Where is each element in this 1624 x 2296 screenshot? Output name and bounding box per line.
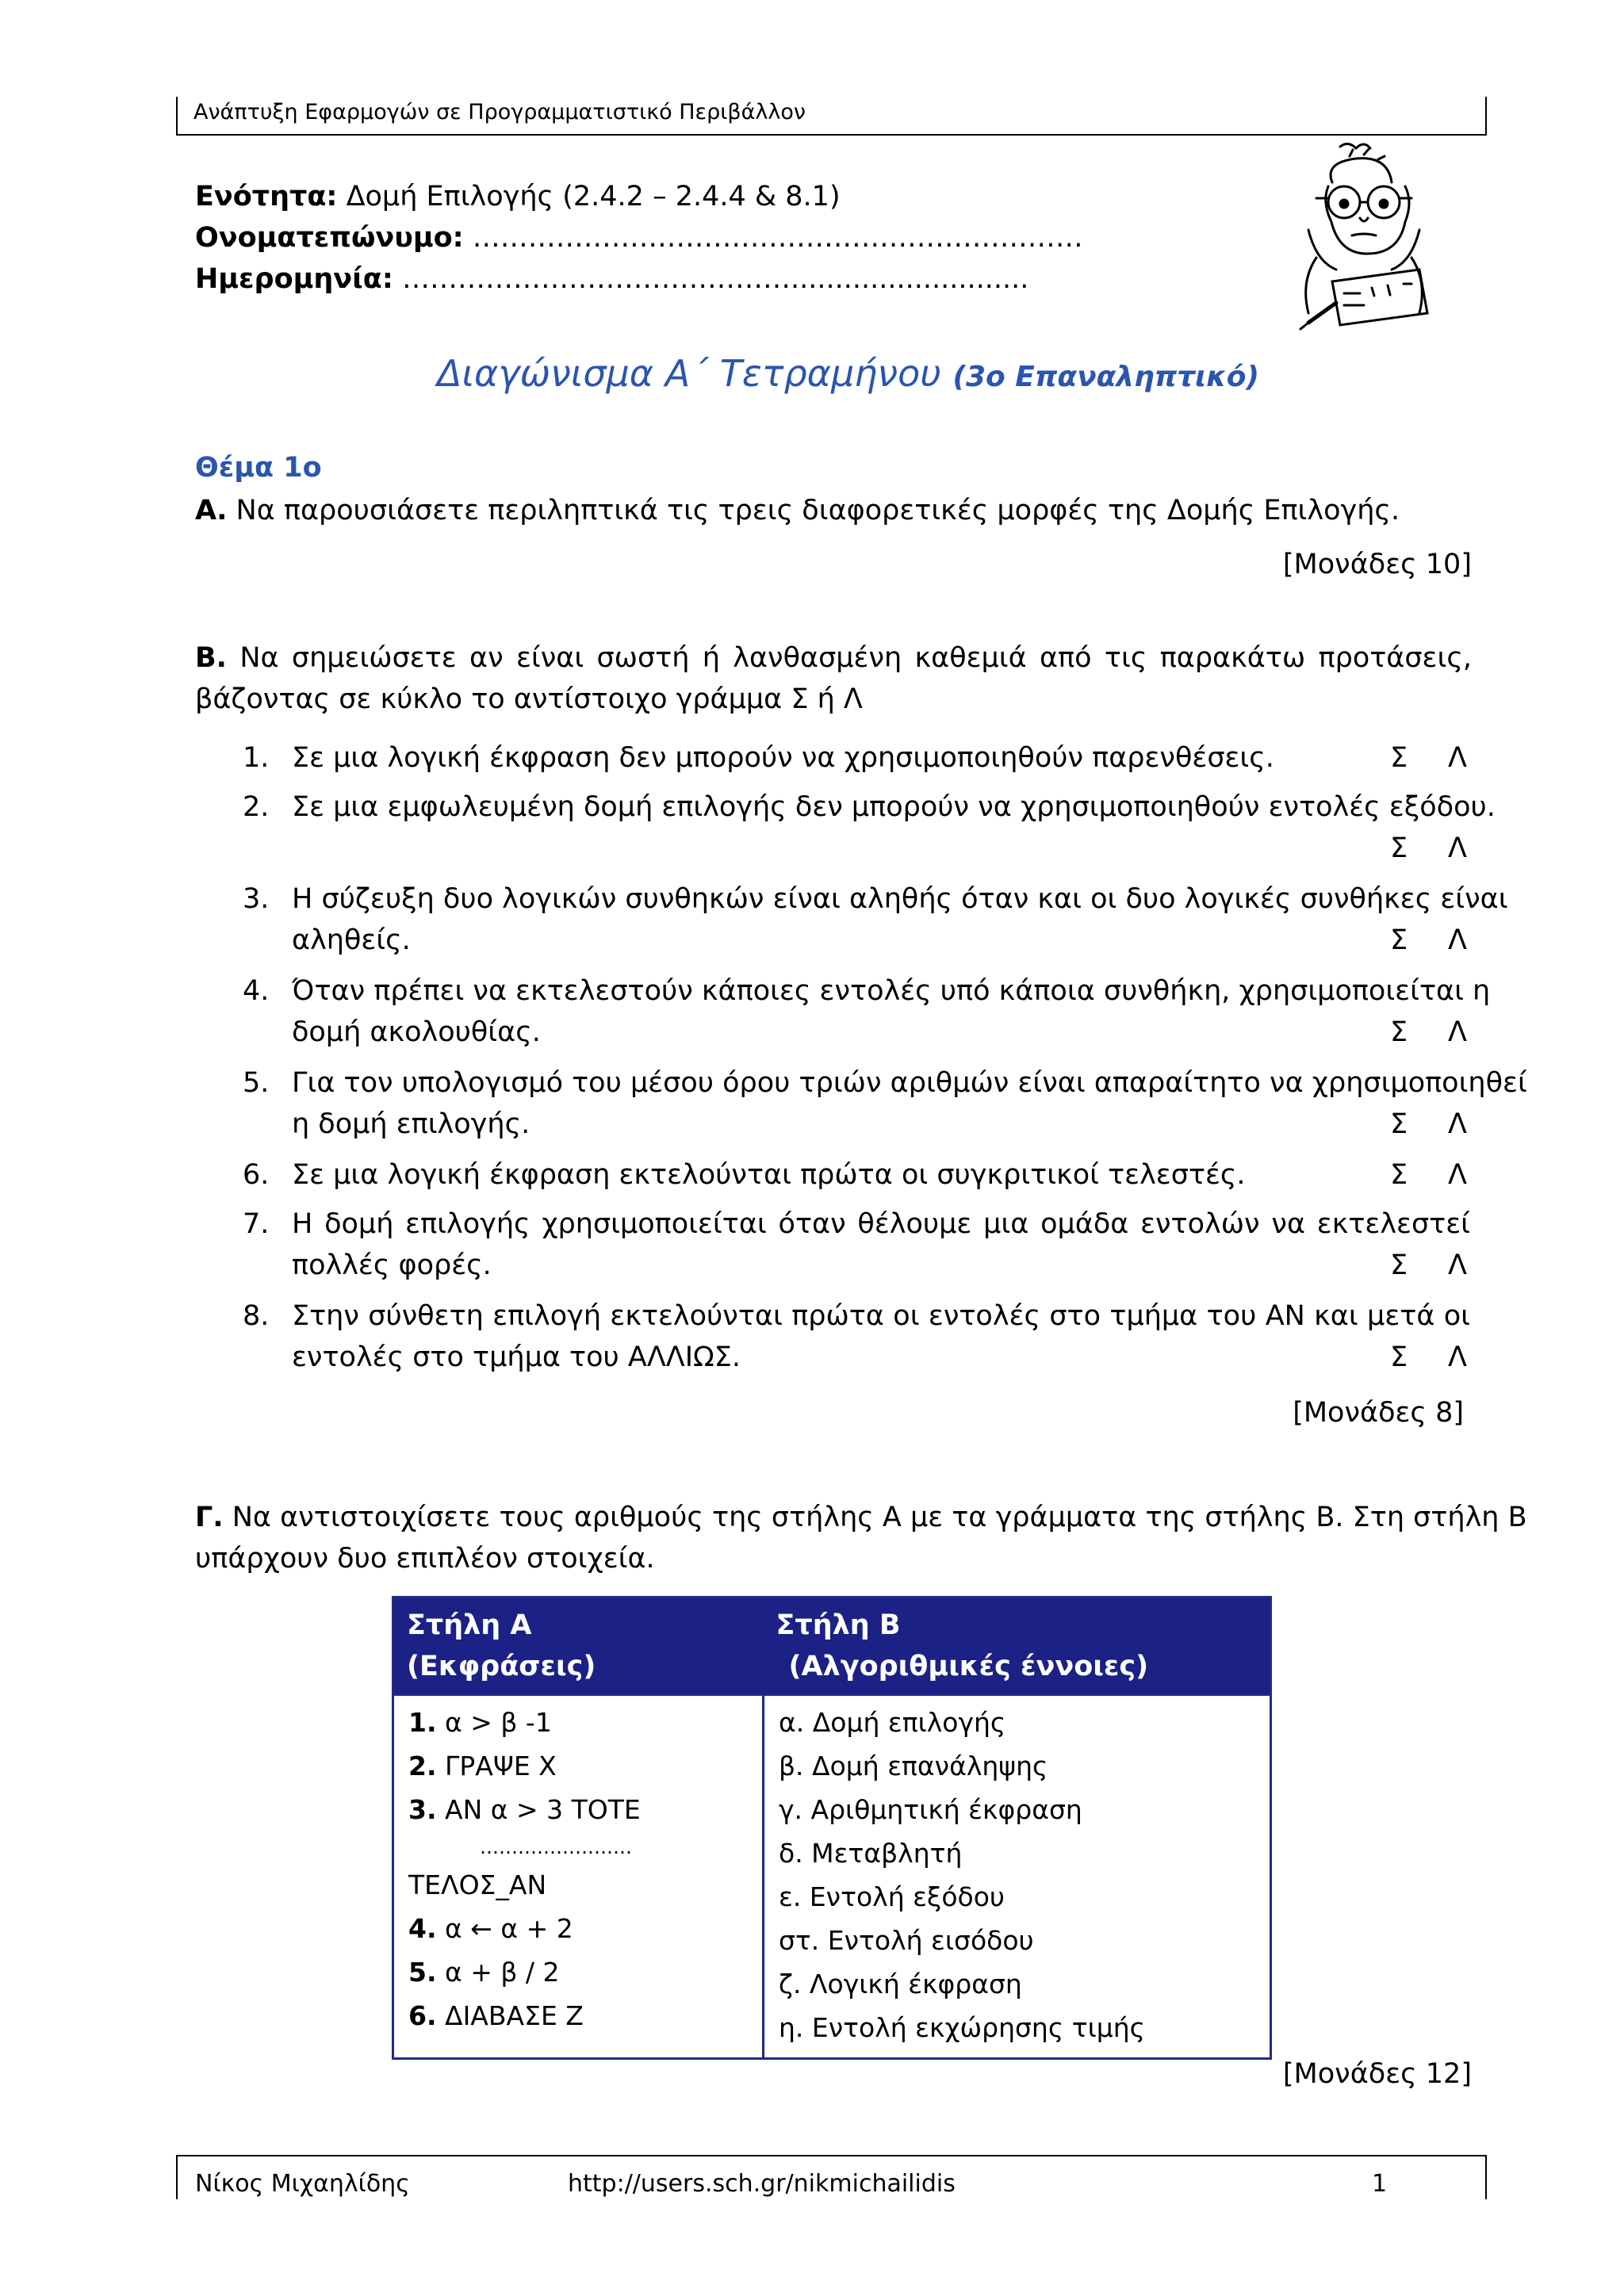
footer-right-border [1485,2155,1487,2199]
column-a-item-number: 5. [408,1957,437,1988]
column-a-item-text: α ← α + 2 [445,1913,573,1944]
column-a-subtitle: (Εκφράσεις) [407,1651,596,1682]
tf-false-option[interactable]: Λ [1448,1249,1467,1281]
header-course-title: Ανάπτυξη Εφαρμογών σε Προγραμματιστικό Περιβάλλον [193,100,806,124]
name-label: Ονοματεπώνυμο: [195,222,464,254]
header-rule [176,134,1487,136]
column-a-end-if: ΤΕΛΟΣ_ΑΝ [408,1869,547,1900]
tf-true-option[interactable]: Σ [1390,832,1408,864]
column-a-item-number: 3. [408,1794,437,1825]
tf-false-option[interactable]: Λ [1448,1108,1467,1140]
column-b-item: ε. Εντολή εξόδου [779,1881,1005,1912]
unit-value: Δομή Επιλογής (2.4.2 – 2.4.4 & 8.1) [346,181,841,212]
column-a-item [408,1701,749,1744]
column-a-item [408,1950,749,1994]
column-a-item-number: 4. [408,1913,437,1944]
name-line [195,217,1083,258]
column-a-item-text: ΑΝ α > 3 ΤΟΤΕ [445,1794,641,1825]
tf-item-5 [0,1062,1624,1145]
column-b-item: ζ. Λογική έκφραση [779,1969,1022,1999]
column-a-item-text: ΓΡΑΨΕ Χ [445,1751,557,1781]
column-a-item-text: ΔΙΑΒΑΣΕ Ζ [445,2000,584,2031]
footer-author: Νίκος Μιχαηλίδης [195,2170,410,2198]
tf-item-text: Σε μια λογική έκφραση δεν μπορούν να χρησιμοποιηθούν παρενθέσεις. [292,742,1274,774]
column-a-cell [393,1695,764,2059]
column-a-item [408,1788,749,1831]
column-a-title: Στήλη Α [407,1609,532,1641]
column-b-title: Στήλη Β [776,1609,901,1641]
part-c-intro-line1: Να αντιστοιχίσετε τους αριθμούς της στήλης Α με τα γράμματα της στήλης Β. Στη στήλη Β [232,1502,1527,1533]
tf-item-text: Σε μια λογική έκφραση εκτελούνται πρώτα οι συγκριτικοί τελεστές. [292,1159,1246,1191]
student-test-illustration [1285,139,1435,337]
part-b-letter: Β. [195,642,227,674]
tf-item-text-cont: πολλές φορές. [292,1249,492,1281]
tf-true-option[interactable]: Σ [1390,1108,1408,1140]
header-left-border [176,97,178,135]
part-c-intro [195,1497,1527,1538]
topic-heading: Θέμα 1ο [195,452,322,484]
date-label: Ημερομηνία: [195,263,393,295]
tf-item-text-cont: εντολές στο τμήμα του ΑΛΛΙΩΣ. [292,1341,741,1373]
part-a-text: Να παρουσιάσετε περιληπτικά τις τρεις διαφορετικές μορφές της Δομής Επιλογής. [236,495,1400,526]
date-dots: ……………………………………........................... [401,263,1029,295]
part-b-marks: [Μονάδες 8] [1293,1397,1464,1429]
part-c-marks: [Μονάδες 12] [1282,2058,1472,2090]
tf-item-number: 3. [243,883,270,915]
tf-item-number: 5. [243,1067,270,1099]
exam-title [437,346,1259,405]
tf-true-option[interactable]: Σ [1390,1016,1408,1048]
column-a-item [408,1907,749,1950]
tf-item-text: Όταν πρέπει να εκτελεστούν κάποιες εντολές υπό κάποια συνθήκη, χρησιμοποιείται η [292,975,1491,1007]
footer-left-border [176,2155,178,2199]
tf-false-option[interactable]: Λ [1448,1341,1467,1373]
footer-rule [176,2155,1487,2156]
tf-item-text: Η δομή επιλογής χρησιμοποιείται όταν θέλουμε μια ομάδα εντολών να εκτελεστεί [292,1208,1470,1240]
column-b-item: η. Εντολή εκχώρησης τιμής [779,2012,1146,2043]
unit-label: Ενότητα: [195,181,338,212]
tf-false-option[interactable]: Λ [1448,1016,1467,1048]
exam-title-main: Διαγώνισμα Α΄ Τετραμήνου [437,352,941,395]
part-b-intro-line2: βάζοντας σε κύκλο το αντίστοιχο γράμμα Σ ή Λ [195,683,863,715]
part-a-marks: [Μονάδες 10] [1282,549,1472,580]
column-b-cell [764,1695,1271,2059]
column-a-item-number: 1. [408,1707,437,1738]
column-a-dots: …………………… [480,1836,632,1858]
tf-item-text-cont: δομή ακολουθίας. [292,1016,541,1048]
matching-table [392,1596,1272,2060]
column-b-item: δ. Μεταβλητή [779,1838,963,1869]
tf-true-option[interactable]: Σ [1390,1341,1408,1373]
part-c-letter: Γ. [195,1502,224,1533]
tf-false-option[interactable]: Λ [1448,1159,1467,1191]
column-a-item-number: 2. [408,1751,437,1781]
tf-true-option[interactable]: Σ [1390,1159,1408,1191]
tf-true-option[interactable]: Σ [1390,742,1408,774]
tf-item-text-cont: η δομή επιλογής. [292,1108,530,1140]
footer-page-number: 1 [1372,2170,1388,2198]
part-c-intro-line2: υπάρχουν δυο επιπλέον στοιχεία. [195,1543,655,1575]
unit-line [195,176,841,217]
header-right-border [1485,97,1487,135]
tf-true-option[interactable]: Σ [1390,924,1408,956]
column-a-header [393,1598,764,1695]
tf-true-option[interactable]: Σ [1390,1249,1408,1281]
column-b-item: γ. Αριθμητική έκφραση [779,1794,1082,1825]
column-a-item-number: 6. [408,2000,437,2031]
tf-item-6 [0,1154,1624,1196]
part-b-intro-line1: Να σημειώσετε αν είναι σωστή ή λανθασμένη καθεμιά από τις παρακάτω προτάσεις, [239,642,1472,674]
tf-item-text-cont: αληθείς. [292,924,411,956]
tf-item-text: Σε μια εμφωλευμένη δομή επιλογής δεν μπορούν να χρησιμοποιηθούν εντολές εξόδου. [292,791,1496,823]
matching-table-header [393,1598,1271,1695]
tf-item-2 [0,786,1624,869]
tf-item-number: 2. [243,791,270,823]
tf-false-option[interactable]: Λ [1448,742,1467,774]
tf-item-text: Η σύζευξη δυο λογικών συνθηκών είναι αληθής όταν και οι δυο λογικές συνθήκες είναι [292,883,1508,915]
name-dots: ………………………………………………………… [472,222,1083,254]
column-a-item-text: α > β -1 [445,1707,552,1738]
tf-item-7 [0,1203,1624,1286]
column-b-subtitle: (Αλγοριθμικές έννοιες) [788,1651,1149,1682]
column-a-item [408,1994,749,2038]
part-a [195,490,1400,531]
tf-item-4 [0,970,1624,1053]
tf-item-text: Στην σύνθετη επιλογή εκτελούνται πρώτα οι εντολές στο τμήμα του ΑΝ και μετά οι [292,1300,1470,1332]
tf-false-option[interactable]: Λ [1448,832,1467,864]
tf-item-number: 8. [243,1300,270,1332]
matching-table-body [393,1695,1271,2059]
tf-item-1 [0,737,1624,779]
column-b-item: στ. Εντολή εισόδου [779,1925,1034,1956]
column-b-item: α. Δομή επιλογής [779,1707,1006,1738]
footer-url[interactable]: http://users.sch.gr/nikmichailidis [568,2170,956,2198]
tf-item-number: 7. [243,1208,270,1240]
tf-item-text: Για τον υπολογισμό του μέσου όρου τριών αριθμών είναι απαραίτητο να χρησιμοποιηθεί [292,1067,1527,1099]
column-a-item-text: α + β / 2 [445,1957,560,1988]
tf-item-8 [0,1295,1624,1378]
part-b-intro [195,637,1472,679]
tf-item-number: 4. [243,975,270,1007]
part-a-letter: Α. [195,495,228,526]
exam-title-sub: (3ο Επαναληπτικό) [952,361,1259,393]
tf-item-number: 6. [243,1159,270,1191]
date-line [195,258,1028,300]
tf-false-option[interactable]: Λ [1448,924,1467,956]
column-b-item: β. Δομή επανάληψης [779,1751,1048,1781]
tf-item-number: 1. [243,742,270,774]
tf-item-3 [0,878,1624,961]
column-b-header [764,1598,1271,1695]
column-a-item [408,1744,749,1788]
